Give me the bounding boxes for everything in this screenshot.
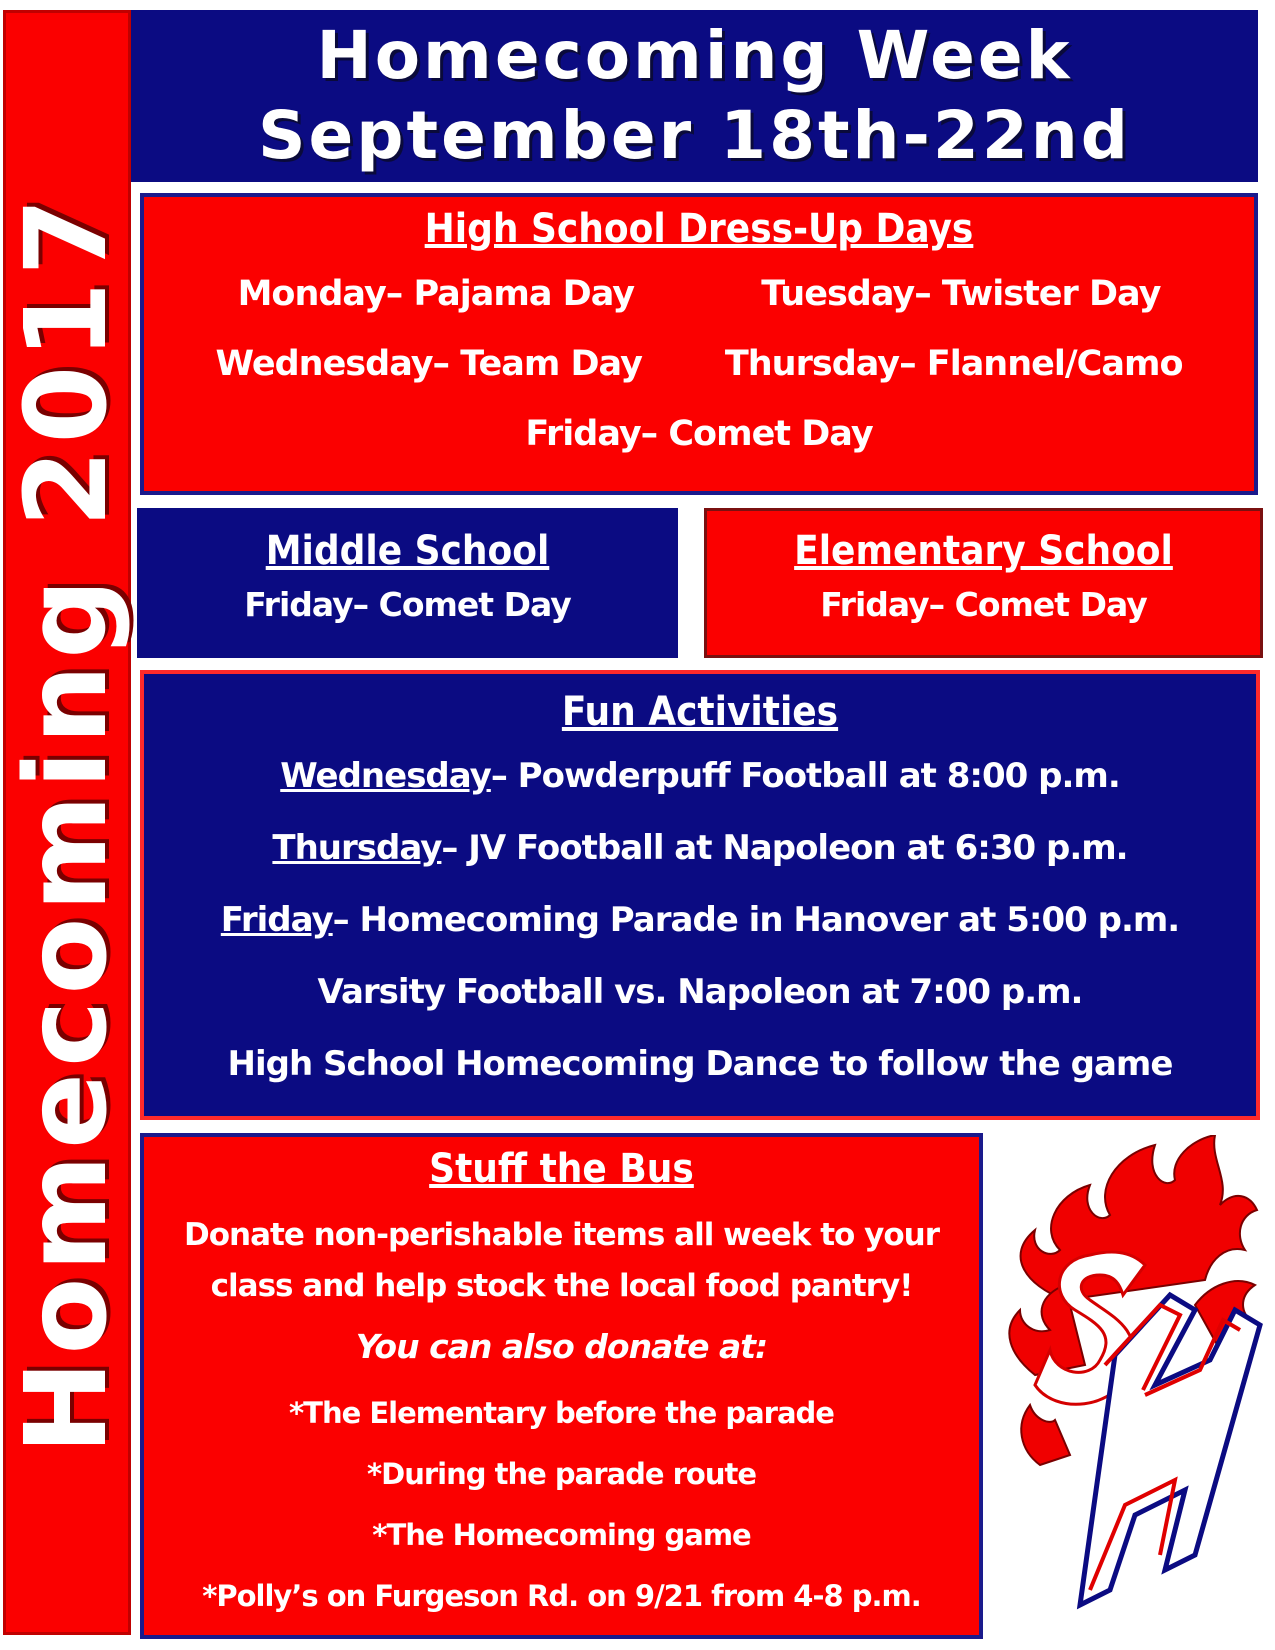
day-wednesday: Wednesday– Team Day [215,344,642,384]
high-school-row-1 [144,258,1254,330]
stuff-the-bus-title: Stuff the Bus [429,1146,694,1192]
high-school-title: High School Dress-Up Days [424,206,974,252]
stuff-line-1: Donate non-perishable items all week to your [183,1217,939,1253]
donation-location: *The Homecoming game [372,1518,751,1552]
fun-activities-title: Fun Activities [561,689,839,735]
elementary-school-day: Friday– Comet Day [820,585,1147,624]
day-tuesday: Tuesday– Twister Day [761,274,1161,314]
elementary-school-title: Elementary School [794,528,1173,574]
activity-varsity: Varsity Football vs. Napoleon at 7:00 p.m. [317,972,1083,1012]
header-title: Homecoming Week [316,17,1073,94]
activity-text: – Homecoming Parade in Hanover at 5:00 p.m. [332,900,1180,940]
activity-day-label: Thursday [272,828,442,868]
stuff-the-bus-section [140,1133,983,1639]
middle-school-title: Middle School [265,528,550,574]
activity-text: – JV Football at Napoleon at 6:30 p.m. [441,828,1128,868]
elementary-school-section [704,508,1263,658]
activity-friday [144,884,1256,956]
page-header [131,10,1258,182]
high-school-row-2 [144,328,1254,400]
activity-wednesday [144,740,1256,812]
stuff-subheading: You can also donate at: [355,1327,768,1366]
activity-day-label: Wednesday [280,756,491,796]
activity-thursday [144,812,1256,884]
donation-location: *During the parade route [366,1457,757,1491]
day-friday: Friday– Comet Day [525,414,873,454]
stuff-line-2: class and help stock the local food pantry! [210,1268,913,1304]
side-banner-text: Homecoming 2017 [2,191,132,1454]
header-dates: September 18th-22nd [257,97,1131,174]
side-banner [3,10,131,1635]
fun-activities-section [140,670,1260,1120]
donation-location: *Polly’s on Furgeson Rd. on 9/21 from 4-8 p.m. [202,1579,921,1613]
middle-school-day: Friday– Comet Day [244,585,571,624]
day-thursday: Thursday– Flannel/Camo [724,344,1183,384]
middle-school-section [137,508,678,658]
activity-dance: High School Homecoming Dance to follow the game [227,1044,1173,1084]
donation-location: *The Elementary before the parade [289,1396,834,1430]
flaming-sh-logo-icon [995,1135,1265,1640]
day-monday: Monday– Pajama Day [237,274,635,314]
high-school-section [140,193,1258,495]
activity-day-label: Friday [220,900,333,940]
activity-text: – Powderpuff Football at 8:00 p.m. [490,756,1120,796]
